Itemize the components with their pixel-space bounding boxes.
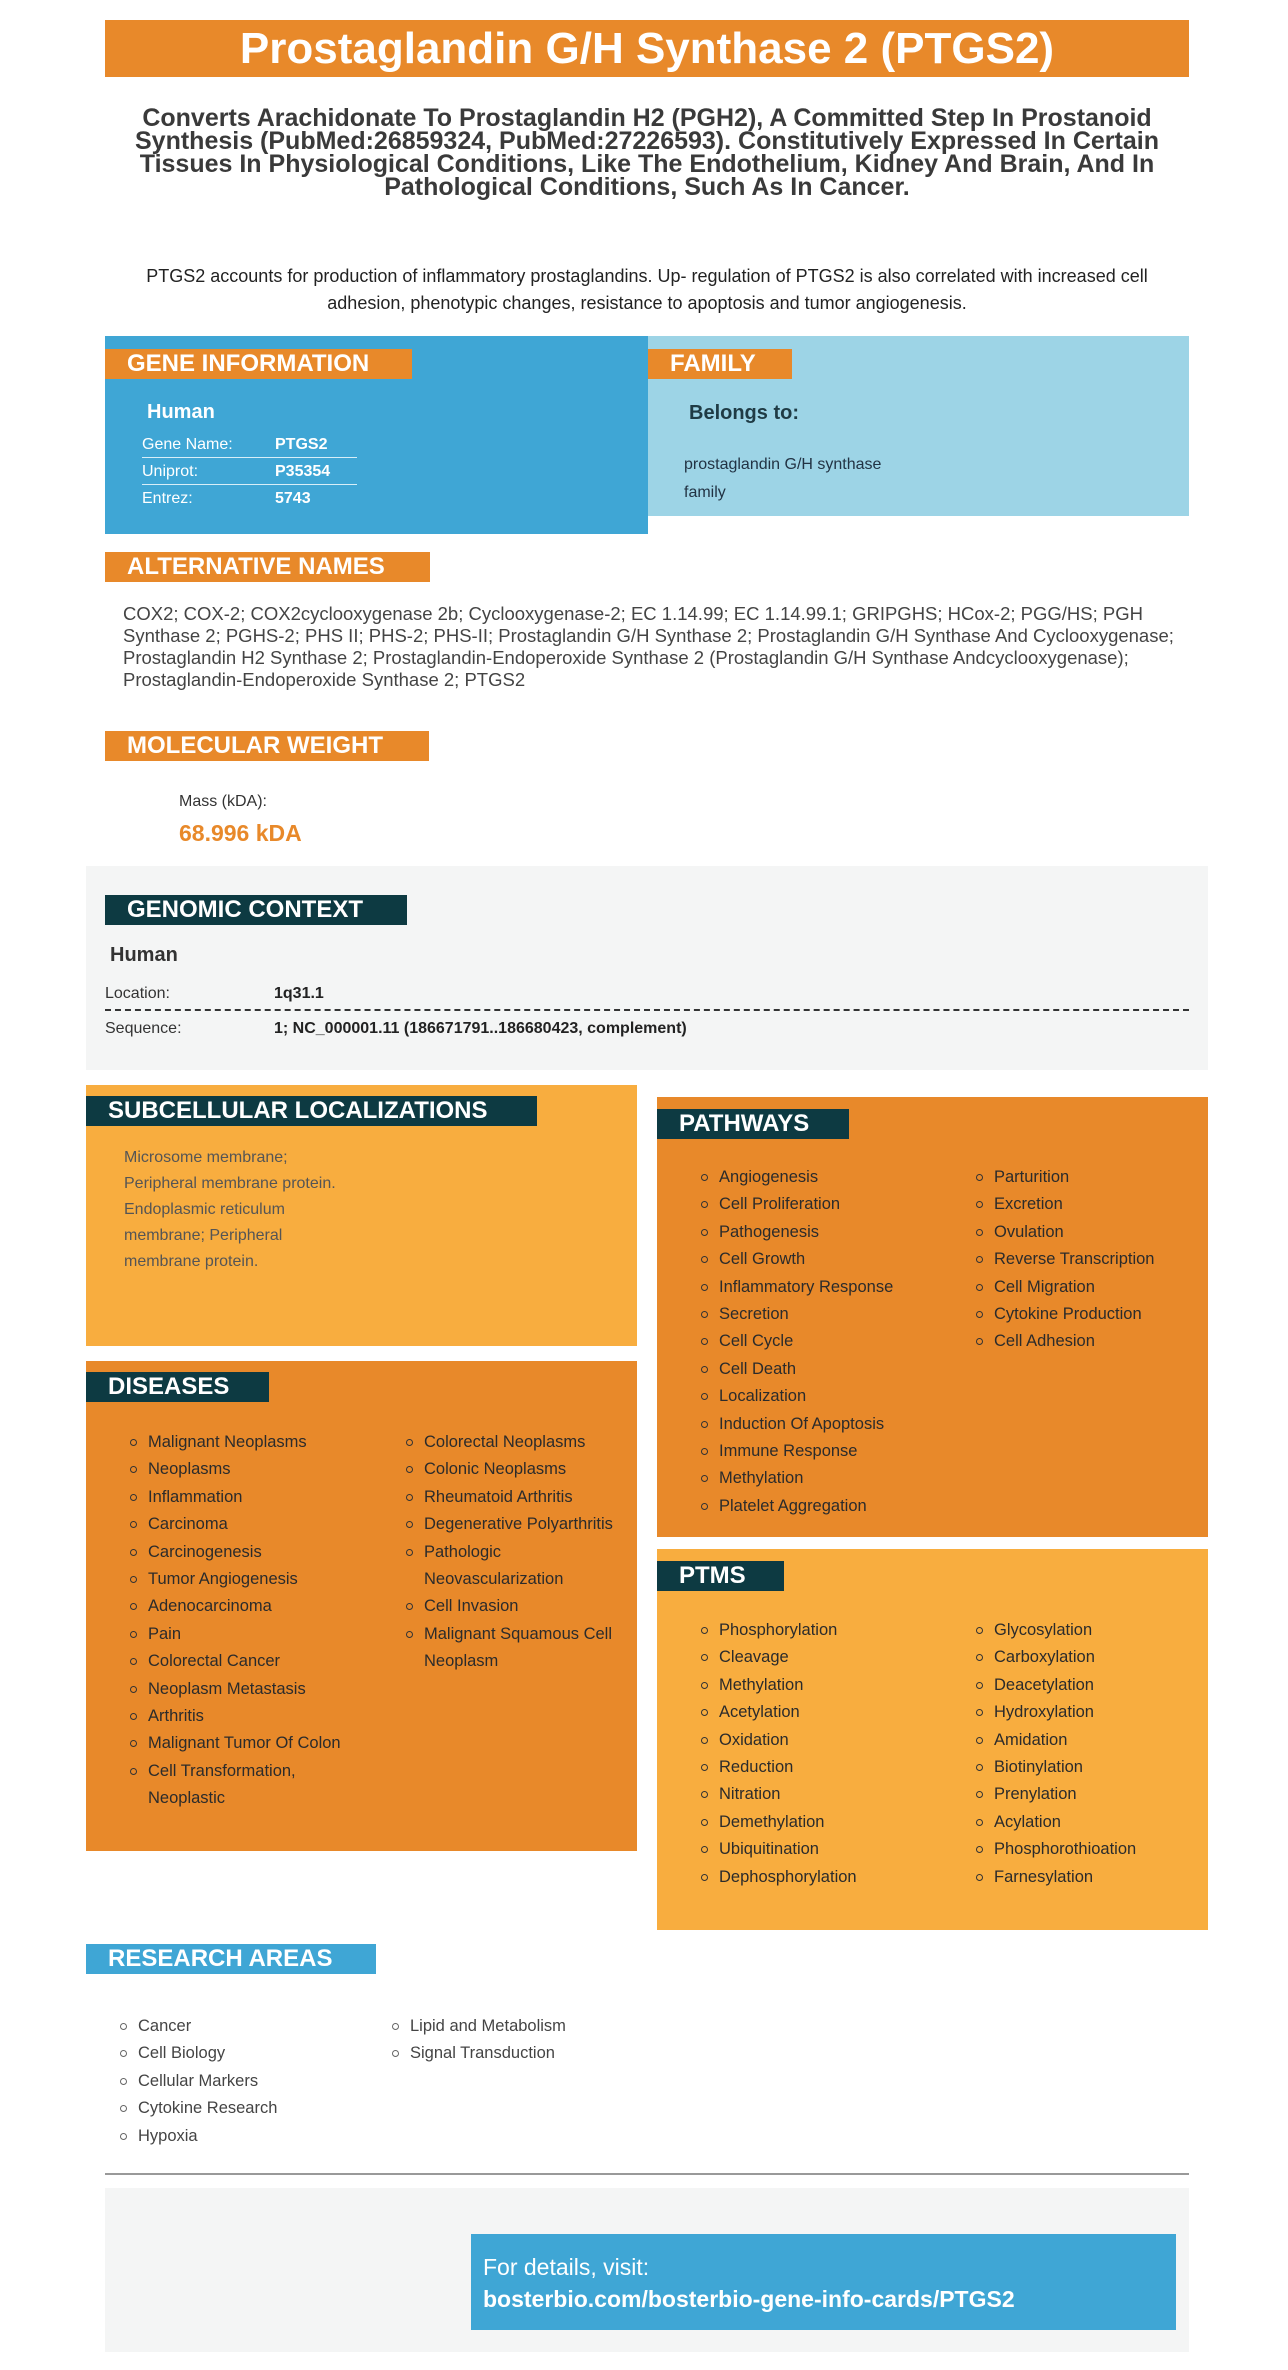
list-item: Amidation [976,1727,1136,1754]
list-item: Platelet Aggregation [701,1493,893,1520]
list-item: Carboxylation [976,1644,1136,1671]
protein-description: PTGS2 accounts for production of inflammatory prostaglandins. Up- regulation of PTGS2 is also correlated with increased cell adhesion, phenotypic changes, resistance to apoptosis and tumor angiogenesis. [146,266,1148,313]
list-item: Cell Invasion [406,1593,616,1620]
list-item: Malignant Tumor Of Colon [130,1730,362,1757]
list-item: Immune Response [701,1438,893,1465]
list-item: Phosphorothioation [976,1836,1136,1863]
list-item: Deacetylation [976,1672,1136,1699]
list-item: Prenylation [976,1781,1136,1808]
list-item: Ubiquitination [701,1836,857,1863]
list-item: Rheumatoid Arthritis [406,1484,616,1511]
list-item: Angiogenesis [701,1164,893,1191]
gene-name-label: Gene Name: [142,436,233,453]
list-item: Colorectal Neoplasms [406,1429,616,1456]
list-item: Cell Proliferation [701,1191,893,1218]
list-item: Cell Biology [120,2040,277,2067]
list-item: Hydroxylation [976,1699,1136,1726]
list-item: Reverse Transcription [976,1246,1154,1273]
subcellular-heading: SUBCELLULAR LOCALIZATIONS [86,1096,537,1126]
page-title: Prostaglandin G/H Synthase 2 (PTGS2) [105,20,1189,77]
location-label: Location: [105,985,170,1002]
list-item: Inflammatory Response [701,1274,893,1301]
list-item: Degenerative Polyarthritis [406,1511,616,1538]
list-item: Excretion [976,1191,1154,1218]
entrez-label: Entrez: [142,490,193,507]
list-item: Hypoxia [120,2123,277,2150]
uniprot-label: Uniprot: [142,463,199,480]
details-link-box[interactable] [471,2234,1176,2330]
list-item: Cancer [120,2013,277,2040]
list-item: Induction Of Apoptosis [701,1411,893,1438]
genomic-context-heading: GENOMIC CONTEXT [105,895,407,925]
list-item: Cellular Markers [120,2068,277,2095]
pathways-list-col2 [976,1164,1154,1356]
alternative-names-heading: ALTERNATIVE NAMES [105,552,430,582]
list-item: Ovulation [976,1219,1154,1246]
gene-name-value: PTGS2 [275,436,328,453]
list-item: Nitration [701,1781,857,1808]
ptms-heading: PTMS [657,1561,784,1591]
family-value: prostaglandin G/H synthase family [684,456,882,501]
list-item: Pathogenesis [701,1219,893,1246]
list-item: Lipid and Metabolism [392,2013,566,2040]
list-item: Inflammation [130,1484,362,1511]
list-item: Colonic Neoplasms [406,1456,616,1483]
ptms-list-col1 [701,1617,857,1891]
list-item: Acetylation [701,1699,857,1726]
details-label: For details, visit: [483,2254,650,2280]
list-item: Acylation [976,1809,1136,1836]
protein-summary: Converts Arachidonate To Prostaglandin H2 (PGH2), A Committed Step In Prostanoid Synthesis (PubMed:26859324, PubMed:27226593). Constitutively Expressed In Certain Tissues In Physiological Conditions, Like The Endothelium, Kidney And Brain, And In Pathological Conditions, Such As In Cancer. [135,104,1159,201]
list-item: Localization [701,1383,893,1410]
list-item: Methylation [701,1672,857,1699]
dashed-divider [105,1009,1189,1011]
list-item: Neoplasms [130,1456,362,1483]
list-item: Secretion [701,1301,893,1328]
list-item: Cell Cycle [701,1328,893,1355]
list-item: Signal Transduction [392,2040,566,2067]
list-item: Malignant Squamous Cell Neoplasm [406,1621,616,1676]
list-item: Tumor Angiogenesis [130,1566,362,1593]
research-areas-heading: RESEARCH AREAS [86,1944,376,1974]
list-item: Reduction [701,1754,857,1781]
list-item: Glycosylation [976,1617,1136,1644]
gene-information-heading: GENE INFORMATION [105,349,412,379]
alternative-names-text: COX2; COX-2; COX2cyclooxygenase 2b; Cyclooxygenase-2; EC 1.14.99; EC 1.14.99.1; GRIPGHS; HCox-2; PGG/HS; PGH Synthase 2; PGHS-2; PHS II; PHS-2; PHS-II; Prostaglandin G/H Synthase 2; Prostaglandin G/H Synthase And Cyclooxygenase; Prostaglandin H2 Synthase 2; Prostaglandin-Endoperoxide Synthase 2 (Prostaglandin G/H Synthase Andcyclooxygenase); Prostaglandin-Endoperoxide Synthase 2; PTGS2 [123,603,1174,690]
list-item: Methylation [701,1465,893,1492]
diseases-heading: DISEASES [86,1372,269,1402]
list-item: Neoplasm Metastasis [130,1676,362,1703]
list-item: Biotinylation [976,1754,1136,1781]
pathways-heading: PATHWAYS [657,1109,849,1139]
mass-label: Mass (kDA): [179,793,267,810]
research-list-col2 [392,2013,566,2068]
list-item: Adenocarcinoma [130,1593,362,1620]
list-item: Phosphorylation [701,1617,857,1644]
diseases-list-col1 [130,1429,362,1813]
footer-divider [105,2173,1189,2175]
list-item: Cleavage [701,1644,857,1671]
list-item: Demethylation [701,1809,857,1836]
list-item: Cell Migration [976,1274,1154,1301]
uniprot-row [142,459,357,485]
molecular-weight-heading: MOLECULAR WEIGHT [105,731,429,761]
list-item: Cell Growth [701,1246,893,1273]
location-value: 1q31.1 [274,985,324,1002]
ptms-list-col2 [976,1617,1136,1891]
research-list-col1 [120,2013,277,2150]
list-item: Carcinoma [130,1511,362,1538]
entrez-value: 5743 [275,490,311,507]
list-item: Cell Adhesion [976,1328,1154,1355]
list-item: Colorectal Cancer [130,1648,362,1675]
gene-species: Human [147,401,215,423]
uniprot-value: P35354 [275,463,331,480]
pathways-list-col1 [701,1164,893,1520]
genomic-species: Human [110,944,178,966]
list-item: Malignant Neoplasms [130,1429,362,1456]
sequence-label: Sequence: [105,1020,182,1037]
list-item: Oxidation [701,1727,857,1754]
list-item: Cell Death [701,1356,893,1383]
list-item: Pathologic Neovascularization [406,1539,616,1594]
family-belongs-label: Belongs to: [689,402,799,424]
list-item: Cytokine Production [976,1301,1154,1328]
subcellular-text: Microsome membrane; Peripheral membrane protein. Endoplasmic reticulum membrane; Peripheral membrane protein. [124,1149,336,1270]
entrez-row [142,486,357,512]
family-heading: FAMILY [648,349,792,379]
details-link[interactable]: bosterbio.com/bosterbio-gene-info-cards/PTGS2 [483,2286,1015,2312]
list-item: Farnesylation [976,1864,1136,1891]
mass-value: 68.996 kDA [179,820,302,846]
list-item: Cell Transformation, Neoplastic [130,1758,362,1813]
list-item: Pain [130,1621,362,1648]
gene-name-row [142,432,357,458]
list-item: Cytokine Research [120,2095,277,2122]
sequence-value: 1; NC_000001.11 (186671791..186680423, complement) [274,1020,687,1037]
list-item: Carcinogenesis [130,1539,362,1566]
diseases-list-col2 [406,1429,616,1676]
list-item: Arthritis [130,1703,362,1730]
list-item: Parturition [976,1164,1154,1191]
list-item: Dephosphorylation [701,1864,857,1891]
